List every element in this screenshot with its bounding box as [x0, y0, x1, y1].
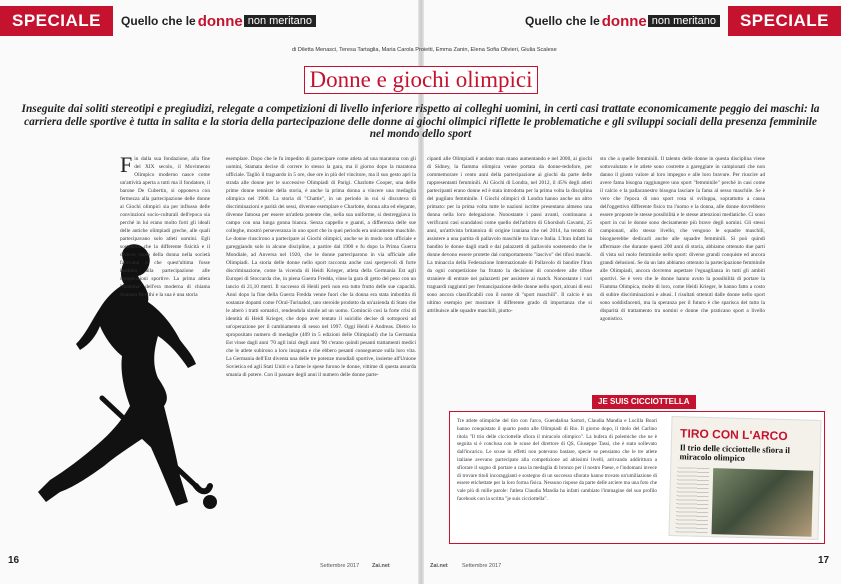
drop-cap: F — [120, 152, 133, 177]
article-title: Donne e giochi olimpici — [309, 67, 533, 92]
kicker-red: donne — [197, 12, 243, 30]
body-column-4: sto che a quelle femminili. Il talento delle donne in questa disciplina viene sottovalutato e le atlete sono costrette a gareggiare in campionati che non danno il giusto valore al loro impegno e alle loro bravure. Per riuscire ad avere fama bisogna raggiungere uno sport "femminile" perché in casi come il calcio e la pallacanestro bisogna lasciare la fama al sesso maschile. Se è vero che l'epoca di uno sport rosa si sviluppa, soprattutto a causa dell'oggettivo differente fisico tra l'uomo e la donna, alle donne dovrebbero essere proposte le stesse possibilità e le stesse attenzioni mediatiche. Ci sono sport in cui le donne sono decisamente più brave degli uomini. Gli stessi campionati, allo stesso livello, che vengono le squadre maschili, bisognerebbe dedicarli anche alle squadre femminili. Si può quindi affermare che durante questi 200 anni di storia, abbiamo ottenuto due parti di vista sul ruolo femminile nello sport: diverse grandi conquiste ed ancora grandi delusioni. Se da un lato abbiamo ottenuto la partecipazione femminile alle Olimpiadi, ancora dovremo aspettare l'eguaglianza in tutti gli ambiti sportivi. Se è vero che le donne hanno avuto la possibilità di portare la Fiamma Olimpica, molte di loro, come Heidi Krieger, le hanno fatto a costo di subire discriminazioni e abusi. I risultati ottenuti dalle donne nello sport sono soddisfacenti, ma la speranza per il futuro è che sparisca del tutto la disparità di trattamento tra uomini e donne che praticano sport a livello agonistico. — [600, 156, 765, 322]
section-tag-right: SPECIALE — [728, 6, 841, 36]
footer-date-left: Settembre 2017 — [320, 563, 360, 569]
page-number-left: 16 — [8, 555, 20, 566]
kicker-pre: Quello che le — [525, 14, 600, 28]
kicker-box: non meritano — [244, 15, 316, 27]
sidebar-text: Tre atlete olimpiche del tiro con l'arco, Guendalina Sartori, Claudia Mandia e Lucilla Boari hanno conquistato il quarto posto alle Olimpiadi di Rio. Il giorno dopo, il titolo del Carlino titola "Il trio delle cicciottelle sfiora il miracolo olimpico". La bufera di polemiche che ne è seguita si è conclusa con le scuse del direttore di QS, Giuseppe Tassi, che è stato sollevato dall'incarico. Le scuse in effetti non potevano bastare, specie se pensiamo che le tre atlete italiane avevano partecipato alla competizione ad altissimi livelli, arrivando addirittura a sfiorare il sogno di portare a casa la medaglia di bronzo per il nostro Paese, e l'indomani invece di trovare titoli incoraggianti e sostegno di un successo sfiorato hanno trovato un'umiliazione di essere etichettate per la loro forma fisica. Nessuno rispose da parte delle arciere ma una foto che vale più di mille parole: l'atleta Claudia Mandia ha infatti cambiato l'immagine del suo profilo facebook con la scritta "je suis cicciottella". — [457, 418, 657, 502]
body-column-2: esemplare. Dopo che le fu impedito di partecipare come atleta ad una maratona con gli uomini, Stamata decise di correre lo stesso la gara, ma il giorno dopo la maratona ufficiale. Tagliò il traguardo in 5 ore, due ore in più del vincitore, ma il suo gesto aprì la strada alle donne per le successive Olimpiadi di Parigi. Charlotte Cooper, una delle prime donne tenniste della storia, è anche la prima donna a vincere una medaglia olimpica nel 1900. La storia di "Chattie", in un periodo in cui si discuteva di discriminazioni e parità dei sessi, divenne esemplare e Charlotte, donna alta ed elegante, divenne famosa per essere un'atleta potente che, nella sua uniforme, si destreggiava in campo con una lunga gonna bianca. Senza cappello e guanti, a differenza delle sue colleghe, mostrò perseveranza in uno sport che in quei periodo era unicamente maschile. Le donne riuscirono a partecipare ai Giochi olimpici, anche se in modo non ufficiale e gareggiando solo in alcune discipline, a partire dal 1900 e fu dopo la Prima Guerra Mondiale, ad Anversa nel 1920, che le donne parteciparono in via ufficiale alle Olimpiadi. La storia delle donne nello sport racconta anche casi sperpevoli di forte discriminazione, come la vicenda di Heidi Krieger, atleta della Germania Est agli Europei di Stoccarda che, in piena Guerra Fredda, vinse la gara di getto del peso con un lancio di 21,10 metri. Il successo di Heidi però non era tutto frutto delle sue capacità. Anni dopo la fine della Guerra Fredda venne fuori che la donna era stata imbottita di sostanze dopanti come l'Oral-Turinabol, uno steroide prodotto da un'azienda di Stato che le alterò i tratti somatici, rendendola simile ad un uomo. Cominciò così la forte crisi di identità di Heidi Krieger, che dopo aver tentato il suicidio decise di sottoporsi ad un'operazione per il cambiamento di sesso nel 1997. Oggi Heidi è Andreas. Dietro lo spropositato numero di medaglie (409 in 5 edizioni delle Olimpiadi) che la Germania Est vinse dagli anni '70 agli inizi degli anni '90 c'erano quindi pesanti trattamenti medici che le atlete subirono a loro insaputa e che ebbero pesanti conseguenze sulla loro vita. La Germania dell'Est diventa una delle tre potenze mondiali sportive, insieme all'Unione Sovietica ed agli Stati Uniti e a fame le spese furono le donne, vittime di questa assurda smania di potere. Con il passare degli anni il numero delle donne parte- — [226, 156, 416, 378]
article-standfirst: Inseguite dai soliti stereotipi e pregiudizi, relegate a competizioni di livello inferiore rispetto ai colleghi uomini, in certi casi trattate economicamente peggio dei maschi: la carriera delle sportive è tutta in salita e la storia della partecipazione delle donne ai giochi olimpici riflette le problematiche e gli sviluppi sociali della presenza femminile nel mondo dello sport — [21, 103, 820, 141]
stick-hook — [196, 486, 210, 491]
ball — [203, 495, 217, 509]
article-authors: di Diletta Menasci, Teresa Tartaglia, Maria Carola Proietti, Emma Zanin, Elena Sofia Olivieri, Giulia Scalese — [292, 47, 557, 53]
clipping-photo — [712, 468, 814, 537]
clipping-subhead: Il trio delle cicciottelle sfiora il miracolo olimpico — [679, 442, 791, 463]
body-column-3: cipanti alle Olimpiadi è andato man mano aumentando e nel 2000, ai giochi di Sidney, la fiamma olimpica venne portata da donne-tedofore, per commemorare i cento anni della partecipazione ai giochi da parte delle rappresentanti femminili. Ai Giochi di Londra, nel 2012, il 45% degli atleti partecipanti erano donne ed è stata introdotta per la prima volta la disciplina del pugilato femminile. I Giochi olimpici di Londra hanno anche un altro primato: per la prima volta tutte le nazioni iscritte presentano almeno una donna nella loro delegazione. Nonostante i passi avanti, continuano a verificarsi casi scandalosi come quello dell'arbitro di Ghorshoh Gavami, 25 anni, un'attivista britannica di origine iraniana che nel 2014, ha tentato di assistere a una partita di pallavolo maschile tra Iran e Italia. L'Iran infatti ha bandito le donne dagli stadi e dai palazzetti di pallavolo sostenendo che le donne devono essere protette dal comportamento "lascivo" dei tifosi maschi. La minaccia della Federazione Internazionale di Pallavolo di bandire l'Iran da ogni competizione ha frutato la decisione di concedere alle tifose straniere di entrare nei palazzetti per assistere ai match. Nonostante i vari traguardi raggiunti per l'emancipazione delle donne nello sport, alcuni di essi sono ancora classificabili con il nome di "sport maschili". Il calcio è un ultimo esempio per mostrare il differente grado di importanza che si attribuisce alle squadre maschili, piutto- — [427, 156, 592, 314]
article-title-box — [304, 66, 538, 94]
clipping-headline: TIRO CON L'ARCO — [679, 426, 788, 444]
section-tag-left: SPECIALE — [0, 6, 113, 36]
page-number-right: 17 — [818, 555, 830, 566]
footer-brand-left: Zai.net — [372, 563, 390, 569]
kicker-right — [525, 13, 720, 30]
footer-date-right: Settembre 2017 — [462, 563, 502, 569]
left-header — [0, 6, 316, 36]
right-header — [525, 6, 841, 36]
kicker-red: donne — [601, 12, 647, 30]
sidebar-tag: JE SUIS CICCIOTTELLA — [592, 395, 696, 409]
footer-brand-right: Zai.net — [430, 563, 448, 569]
col1-text: in dalla sua fondazione, alla fine del XIX secolo, il Movimento Olimpico moderno nasce come un'attività aperta a tutti ma il fondatore, il barone De Cubertin, si opponeva con fermezza alla partecipazione delle donne ai Giochi olimpici sia per influsso delle convinzioni socio-culturali dell'epoca sia perché in lui erano molto forti gli ideali delle antiche olimpiadi greche, alle quali partecipavano solo atleti uomini. Egli sosteneva che la differente fisicità e il diverso ruolo della donna nella società facevano sì che quest'ultima fosse inadatta alla partecipazione alle competizioni sportive. La prima atleta "mamma" dell'era moderna di chiama Stamata Revithi e la sua è una storia — [120, 156, 210, 298]
kicker-box: non meritano — [648, 15, 720, 27]
newspaper-clipping — [668, 416, 821, 540]
clipping-text-lines — [676, 467, 710, 534]
kicker-pre: Quello che le — [121, 14, 196, 28]
kicker-left — [121, 13, 316, 30]
body-column-1 — [120, 152, 210, 298]
